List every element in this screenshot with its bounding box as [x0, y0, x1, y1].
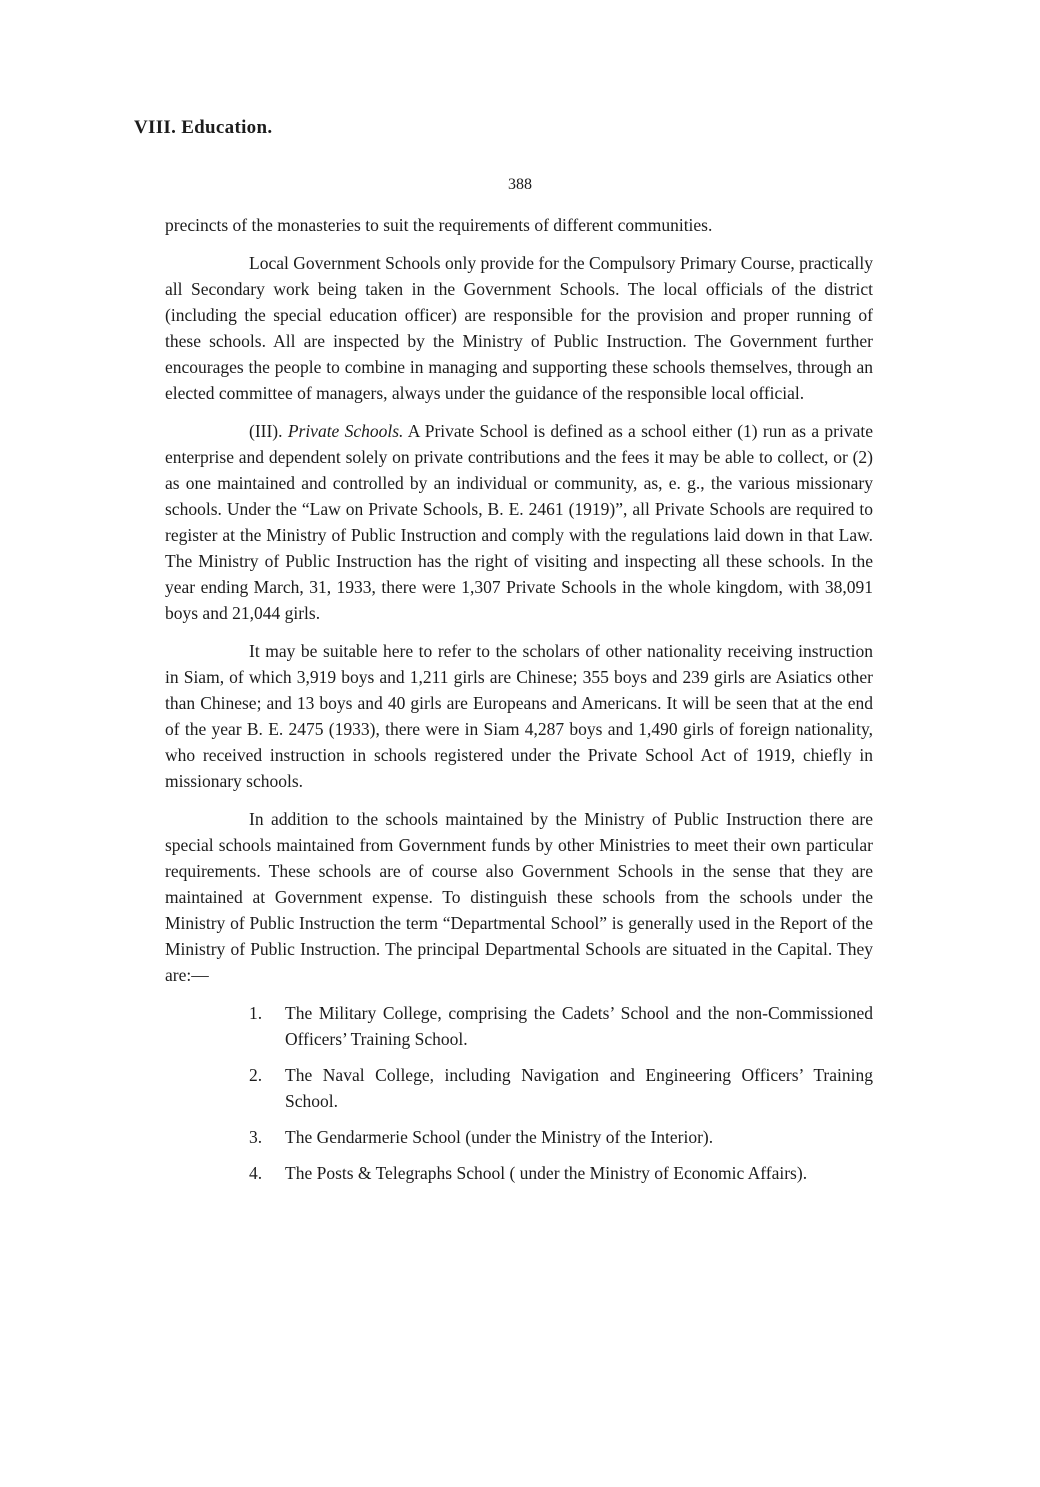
private-schools-heading: Private Schools.	[287, 421, 404, 441]
body-text	[165, 212, 873, 1196]
list-item-number: 3.	[249, 1127, 263, 1147]
list-item-number: 1.	[249, 1003, 263, 1023]
list-item-text: The Posts & Telegraphs School ( under the Ministry of Economic Affairs).	[285, 1163, 808, 1183]
paragraph-local-government-schools: Local Government Schools only provide for the Compulsory Primary Course, practically all Secondary work being taken in the Government Schools. The local officials of the district (including the special education officer) are responsible for the provision and proper running of these schools. All are inspected by the Ministry of Public Instruction. The Government further encourages the people to combine in managing and supporting these schools themselves, through an elected committee of managers, always under the guidance of the responsible local official.	[165, 253, 873, 403]
list-item	[165, 1160, 873, 1186]
list-item-text: The Military College, comprising the Cadets’ School and the non-Commissioned Officers’ Training School.	[285, 1003, 873, 1049]
list-item-text: The Gendarmerie School (under the Ministry of the Interior).	[285, 1127, 714, 1147]
section-title: VIII. Education.	[134, 117, 273, 138]
list-item	[165, 1062, 873, 1114]
paragraph-departmental-schools: In addition to the schools maintained by the Ministry of Public Instruction there are special schools maintained from Government funds by other Ministries to meet their own particular requirements. These schools are of course also Government Schools in the sense that they are maintained at Government expense. To distinguish these schools from the schools under the Ministry of Public Instruction the term “Departmental School” is generally used in the Report of the Ministry of Public Instruction. The principal Departmental Schools are situated in the Capital. They are:—	[165, 809, 873, 985]
departmental-schools-list	[165, 1000, 873, 1186]
paragraph-monasteries: precincts of the monasteries to suit the requirements of different communities.	[165, 215, 713, 235]
paragraph-private-schools	[165, 418, 873, 626]
list-item-number: 4.	[249, 1163, 263, 1183]
list-item-text: The Naval College, including Navigation and Engineering Officers’ Training School.	[285, 1065, 873, 1111]
paragraph-foreign-scholars: It may be suitable here to refer to the scholars of other nationality receiving instruction in Siam, of which 3,919 boys and 1,211 girls are Chinese; 355 boys and 239 girls are Asiatics other than Chinese; and 13 boys and 40 girls are Europeans and Americans. It will be seen that at the end of the year B. E. 2475 (1933), there were in Siam 4,287 boys and 1,490 girls of foreign nationality, who received instruction in schools registered under the Private School Act of 1919, chiefly in missionary schools.	[165, 641, 873, 791]
private-schools-prefix: (III).	[249, 421, 283, 441]
list-item	[165, 1000, 873, 1052]
list-item	[165, 1124, 873, 1150]
private-schools-body: A Private School is defined as a school either (1) run as a private enterprise and dependent solely on private contributions and the fees it may be able to collect, or (2) as one maintained and controlled by an individual or community, as, e. g., the various missionary schools. Under the “Law on Private Schools, B. E. 2461 (1919)”, all Private Schools are required to register at the Ministry of Public Instruction and comply with the regulations laid down in that Law. The Ministry of Public Instruction has the right of visiting and inspecting all these schools. In the year ending March, 31, 1933, there were 1,307 Private Schools in the whole kingdom, with 38,091 boys and 21,044 girls.	[165, 421, 873, 623]
page-number: 388	[508, 176, 532, 193]
list-item-number: 2.	[249, 1065, 263, 1085]
